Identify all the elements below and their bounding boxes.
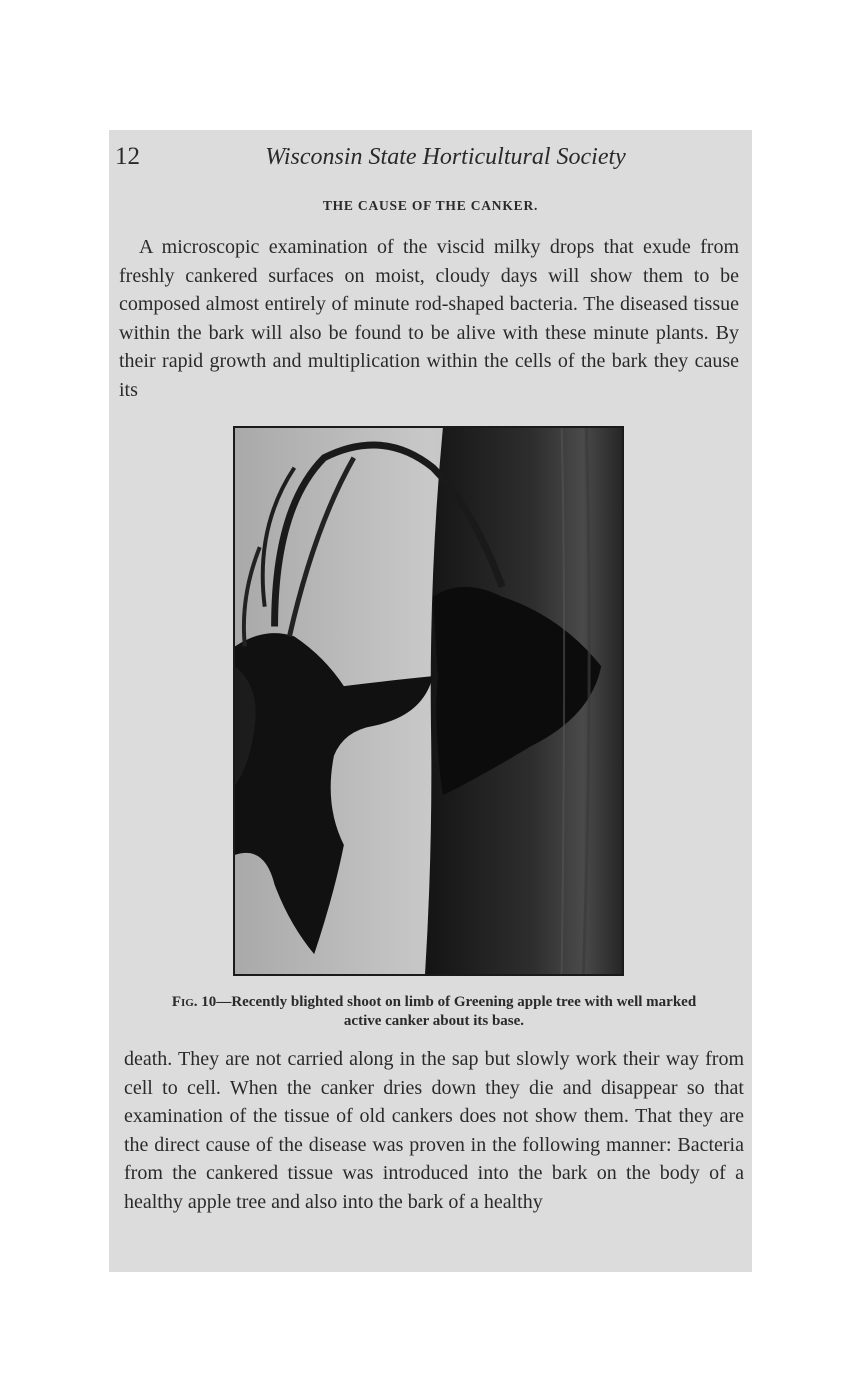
figure-photo <box>233 426 624 976</box>
scanned-page <box>109 130 752 1272</box>
figure-label: Fig. 10 <box>171 994 217 1010</box>
section-title: THE CAUSE OF THE CANKER. <box>322 198 539 213</box>
figure-caption <box>169 993 699 1031</box>
page-header <box>109 140 752 174</box>
running-title: Wisconsin State Horticultural Society <box>265 144 626 170</box>
page-number: 12 <box>115 143 140 170</box>
blighted-shoot-photo <box>235 428 622 974</box>
paragraph-second: death. They are not carried along in the sap but slowly work their way from cell to cell. When the canker dries down they die and disappear so that examination of the tissue of old cankers does not show them. That they are the direct cause of the disease was proven in the following manner: Bacteria from the cankered tissue was introduced into the bark on the body of a healthy apple tree and also into the bark of a healthy <box>124 1048 744 1213</box>
paragraph-first: A microscopic examination of the viscid milky drops that exude from freshly cankered surfaces on moist, cloudy days will show them to be composed almost entirely of minute rod-shaped bacteria. The diseased tissue within the bark will also be found to be alive with these minute plants. By their rapid growth and multiplication within the cells of the bark they cause its <box>119 236 739 401</box>
figure-caption-text: —Recently blighted shoot on limb of Greening apple tree with well marked active canker about its base. <box>216 994 697 1029</box>
